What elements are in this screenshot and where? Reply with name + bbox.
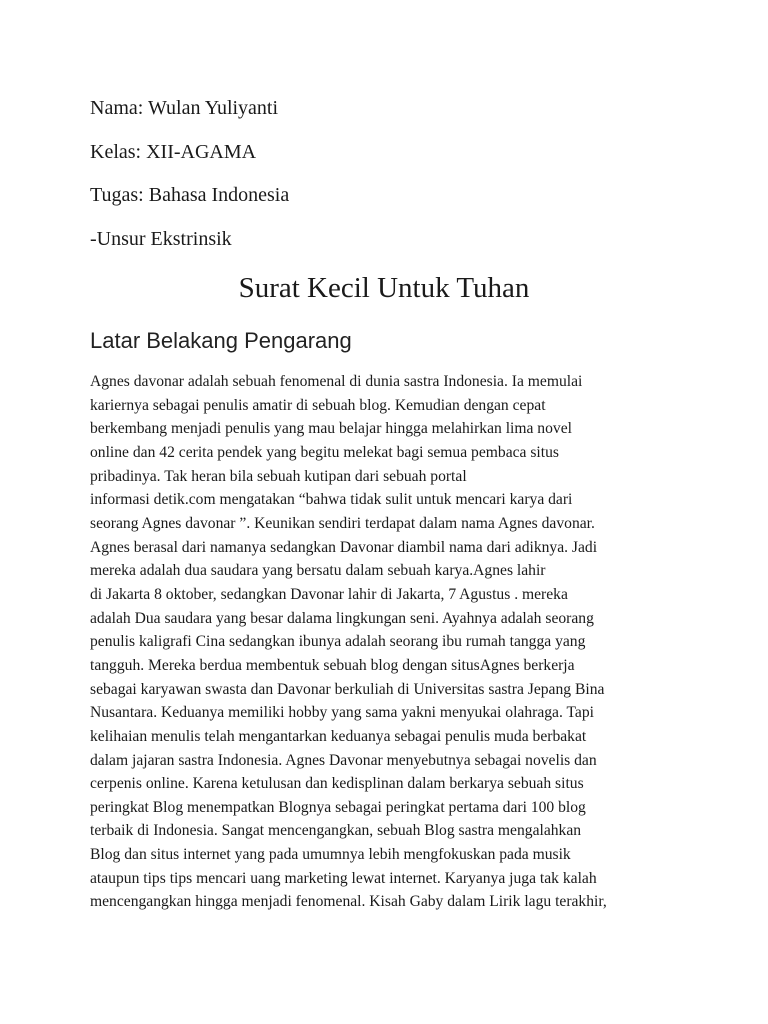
paragraph-line: cerpenis online. Karena ketulusan dan kedisplinan dalam berkarya sebuah situs bbox=[90, 775, 584, 793]
paragraph-line: adalah Dua saudara yang besar dalama lingkungan seni. Ayahnya adalah seorang bbox=[90, 609, 594, 627]
paragraph-line: kelihaian menulis telah mengantarkan keduanya sebagai penulis muda berbakat bbox=[90, 727, 587, 745]
paragraph-line: terbaik di Indonesia. Sangat mencengangkan, sebuah Blog sastra mengalahkan bbox=[90, 822, 582, 840]
paragraph-line: sebagai karyawan swasta dan Davonar berkuliah di Universitas sastra Jepang Bina bbox=[90, 680, 605, 698]
paragraph-line: tangguh. Mereka berdua membentuk sebuah blog dengan situsAgnes berkerja bbox=[90, 656, 575, 674]
paragraph-line: mencengangkan hingga menjadi fenomenal. Kisah Gaby dalam Lirik lagu terakhir, bbox=[90, 893, 607, 911]
paragraph-line: kariernya sebagai penulis amatir di sebuah blog. Kemudian dengan cepat bbox=[90, 396, 546, 414]
paragraph-line: Nusantara. Keduanya memiliki hobby yang sama yakni menyukai olahraga. Tapi bbox=[90, 704, 594, 722]
paragraph-line: informasi detik.com mengatakan “bahwa tidak sulit untuk mencari karya dari bbox=[90, 491, 573, 509]
paragraph-line: penulis kaligrafi Cina sedangkan ibunya adalah seorang ibu rumah tangga yang bbox=[90, 633, 586, 651]
paragraph-line: Agnes berasal dari namanya sedangkan Davonar diambil nama dari adiknya. Jadi bbox=[90, 538, 598, 556]
assignment-topic: -Unsur Ekstrinsik bbox=[90, 228, 232, 250]
paragraph-line: Blog dan situs internet yang pada umumnya lebih mengfokuskan pada musik bbox=[90, 846, 571, 864]
assignment-subject: Tugas: Bahasa Indonesia bbox=[90, 184, 290, 206]
paragraph-line: berkembang menjadi penulis yang mau belajar hingga melahirkan lima novel bbox=[90, 420, 572, 438]
paragraph-line: ataupun tips tips mencari uang marketing lewat internet. Karyanya juga tak kalah bbox=[90, 869, 597, 887]
paragraph-line: peringkat Blog menempatkan Blognya sebagai peringkat pertama dari 100 blog bbox=[90, 798, 586, 816]
paragraph-line: mereka adalah dua saudara yang bersatu dalam sebuah karya.Agnes lahir bbox=[90, 562, 546, 580]
section-heading: Latar Belakang Pengarang bbox=[90, 328, 352, 353]
paragraph-line: pribadinya. Tak heran bila sebuah kutipan dari sebuah portal bbox=[90, 467, 467, 485]
paragraph-line: dalam jajaran sastra Indonesia. Agnes Davonar menyebutnya sebagai novelis dan bbox=[90, 751, 597, 769]
document-title: Surat Kecil Untuk Tuhan bbox=[238, 272, 530, 304]
paragraph-line: online dan 42 cerita pendek yang begitu melekat bagi semua pembaca situs bbox=[90, 443, 559, 461]
paragraph-line: Agnes davonar adalah sebuah fenomenal di dunia sastra Indonesia. Ia memulai bbox=[90, 373, 583, 390]
student-name: Nama: Wulan Yuliyanti bbox=[90, 97, 279, 119]
student-class: Kelas: XII-AGAMA bbox=[90, 141, 257, 163]
paragraph-line: di Jakarta 8 oktober, sedangkan Davonar lahir di Jakarta, 7 Agustus . mereka bbox=[90, 585, 568, 603]
body-paragraph bbox=[90, 370, 690, 914]
paragraph-line: seorang Agnes davonar ”. Keunikan sendiri terdapat dalam nama Agnes davonar. bbox=[90, 514, 595, 532]
